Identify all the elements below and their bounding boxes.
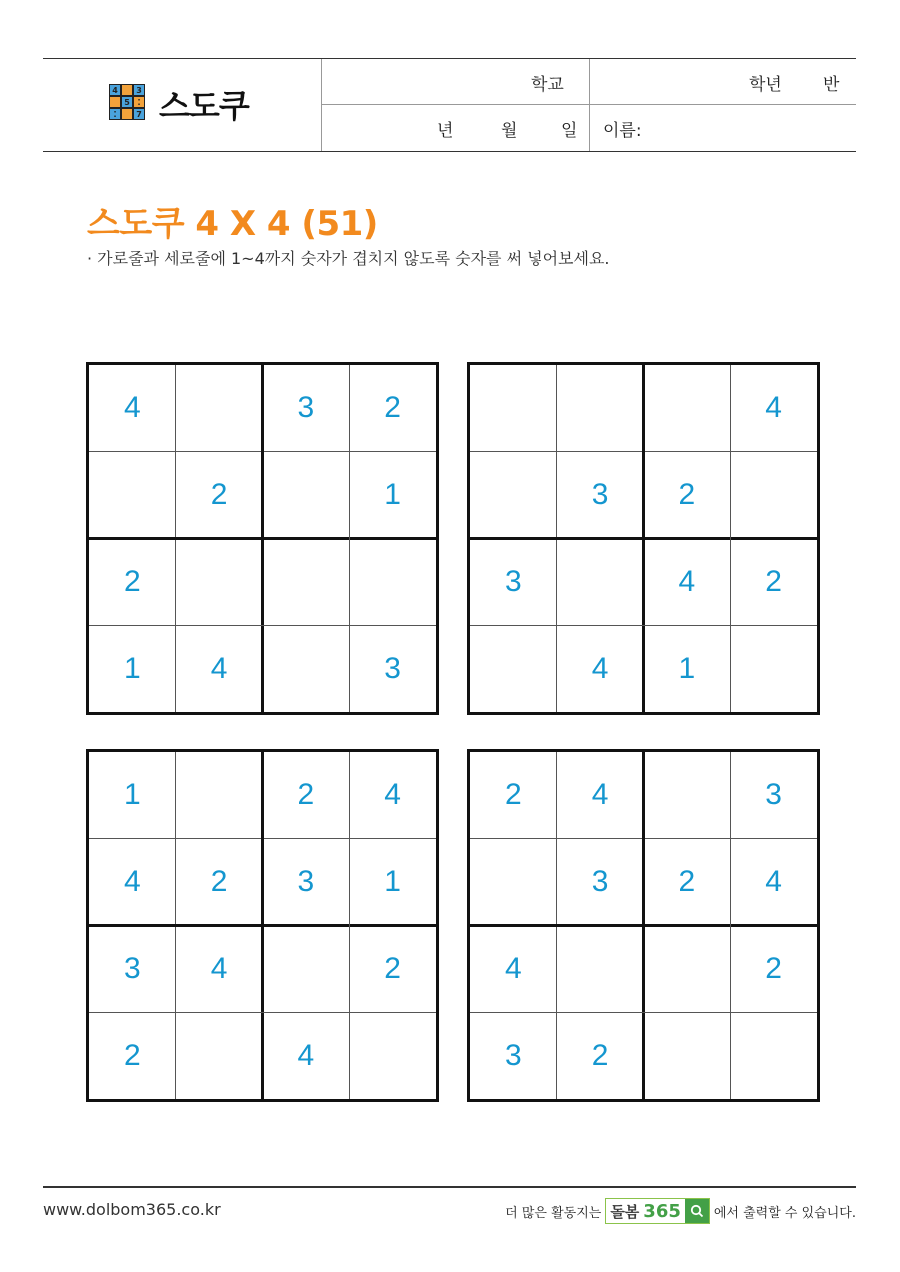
sudoku-logo-icon (109, 84, 145, 120)
worksheet-header (43, 58, 856, 152)
empty-cell[interactable] (470, 839, 557, 926)
empty-cell[interactable] (176, 752, 263, 839)
given-digit-cell: 3 (505, 1038, 522, 1072)
given-digit-cell: 2 (124, 1038, 141, 1072)
given-digit-cell: 2 (384, 951, 401, 985)
given-digit-cell: 4 (210, 951, 228, 985)
given-digit-cell: 2 (297, 778, 315, 812)
given-digit-cell: 4 (591, 778, 609, 812)
grade-label: 학년 (749, 75, 782, 95)
empty-cell[interactable] (263, 926, 350, 1013)
brand-name: 돌봄 (610, 1202, 640, 1221)
empty-cell[interactable] (644, 365, 731, 452)
given-digit-cell: 1 (678, 651, 696, 685)
sudoku-grid-4 (467, 749, 820, 1102)
empty-cell[interactable] (176, 539, 263, 626)
logo-cell (109, 96, 121, 108)
given-digit-cell: 3 (124, 951, 141, 985)
empty-cell[interactable] (263, 539, 350, 626)
given-digit-cell: 2 (678, 478, 696, 512)
logo-cell: 3 (133, 84, 145, 96)
empty-cell[interactable] (176, 1012, 263, 1099)
given-digit-cell: 2 (591, 1038, 609, 1072)
given-digit-cell: 2 (765, 564, 782, 598)
empty-cell[interactable] (263, 452, 350, 539)
given-digit-cell: 4 (384, 778, 401, 812)
logo-cell: ⁚ (133, 96, 145, 108)
logo-cell: 4 (109, 84, 121, 96)
header-divider (589, 59, 590, 104)
given-digit-cell: 4 (124, 391, 141, 425)
given-digit-cell: 4 (765, 391, 782, 425)
empty-cell[interactable] (730, 1012, 817, 1099)
given-digit-cell: 4 (297, 1038, 315, 1072)
empty-cell[interactable] (644, 752, 731, 839)
empty-cell[interactable] (730, 452, 817, 539)
instruction-text: · 가로줄과 세로줄에 1~4까지 숫자가 겹치지 않도록 숫자를 써 넣어보세요. (87, 249, 610, 268)
given-digit-cell: 1 (124, 651, 141, 685)
given-digit-cell: 1 (384, 865, 401, 899)
given-digit-cell: 2 (210, 865, 228, 899)
logo-cell: 5 (121, 96, 133, 108)
brand-logo[interactable] (605, 1198, 710, 1224)
given-digit-cell: 2 (765, 951, 782, 985)
month-label: 월 (501, 121, 518, 141)
search-icon (685, 1199, 709, 1223)
empty-cell[interactable] (263, 625, 350, 712)
date-row (321, 105, 856, 151)
logo-cell (121, 84, 133, 96)
given-digit-cell: 3 (297, 391, 315, 425)
given-digit-cell: 3 (297, 865, 315, 899)
footer-post-text: 에서 출력할 수 있습니다. (713, 1205, 856, 1221)
school-row (321, 59, 856, 105)
given-digit-cell: 1 (384, 478, 401, 512)
empty-cell[interactable] (470, 452, 557, 539)
empty-cell[interactable] (557, 365, 644, 452)
sudoku-grid-2 (467, 362, 820, 715)
logo-cell: ⁚ (109, 108, 121, 120)
empty-cell[interactable] (557, 926, 644, 1013)
sudoku-grid-3 (86, 749, 439, 1102)
logo-cell (121, 108, 133, 120)
empty-cell[interactable] (470, 365, 557, 452)
empty-cell[interactable] (557, 539, 644, 626)
given-digit-cell: 4 (765, 865, 782, 899)
given-digit-cell: 3 (591, 865, 609, 899)
brand-number: 365 (643, 1200, 681, 1222)
sudoku-grid-1 (86, 362, 439, 715)
logo-area (43, 59, 322, 151)
given-digit-cell: 1 (124, 778, 141, 812)
empty-cell[interactable] (470, 625, 557, 712)
given-digit-cell: 3 (505, 564, 522, 598)
school-label: 학교 (531, 75, 564, 95)
empty-cell[interactable] (730, 625, 817, 712)
given-digit-cell: 2 (505, 778, 522, 812)
given-digit-cell: 4 (678, 564, 696, 598)
given-digit-cell: 4 (591, 651, 609, 685)
class-label: 반 (823, 75, 840, 95)
empty-cell[interactable] (89, 452, 176, 539)
given-digit-cell: 2 (384, 391, 401, 425)
empty-cell[interactable] (176, 365, 263, 452)
logo-cell: 7 (133, 108, 145, 120)
given-digit-cell: 4 (124, 865, 141, 899)
empty-cell[interactable] (644, 1012, 731, 1099)
footer-pre-text: 더 많은 활동지는 (505, 1205, 602, 1221)
day-label: 일 (561, 121, 578, 141)
given-digit-cell: 3 (384, 651, 401, 685)
given-digit-cell: 2 (124, 564, 141, 598)
given-digit-cell: 3 (591, 478, 609, 512)
header-divider (589, 105, 590, 151)
given-digit-cell: 3 (765, 778, 782, 812)
given-digit-cell: 4 (210, 651, 228, 685)
footer-note (505, 1198, 856, 1224)
footer-divider (43, 1186, 856, 1188)
given-digit-cell: 4 (505, 951, 522, 985)
empty-cell[interactable] (644, 926, 731, 1013)
empty-cell[interactable] (349, 1012, 436, 1099)
page-title: 스도쿠 4 X 4 (51) (87, 204, 378, 244)
year-label: 년 (437, 121, 454, 141)
given-digit-cell: 2 (678, 865, 696, 899)
logo-title: 스도쿠 (159, 87, 249, 125)
given-digit-cell: 2 (210, 478, 228, 512)
footer-url[interactable]: www.dolbom365.co.kr (43, 1200, 221, 1219)
name-label: 이름: (603, 121, 642, 141)
empty-cell[interactable] (349, 539, 436, 626)
